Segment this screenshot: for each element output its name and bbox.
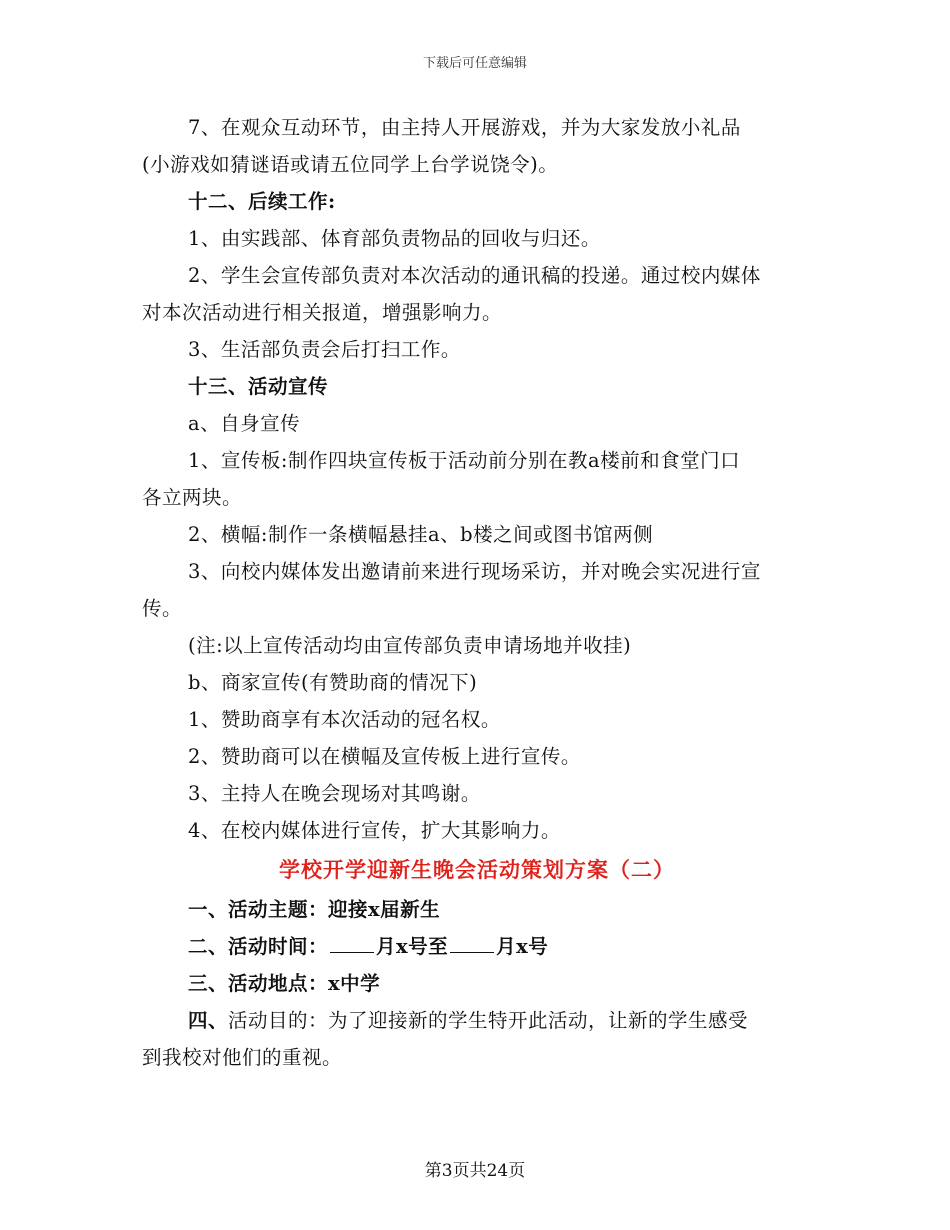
page-footer: 第3页共24页 — [424, 1161, 526, 1181]
section-title: 学校开学迎新生晚会活动策划方案（二） — [279, 857, 675, 882]
paragraph-line: (小游戏如猜谜语或请五位同学上台学说饶令)。 — [142, 153, 559, 176]
activity-time-start: 月x号至 — [376, 935, 449, 958]
section-heading: 十三、活动宣传 — [188, 375, 329, 398]
paragraph-line: 2、学生会宣传部负责对本次活动的通讯稿的投递。通过校内媒体 — [188, 264, 761, 287]
activity-theme: 一、活动主题：迎接x届新生 — [188, 898, 441, 921]
purpose-number: 四、 — [188, 1009, 229, 1032]
paragraph-line: 4、在校内媒体进行宣传，扩大其影响力。 — [188, 819, 561, 842]
paragraph-line: 1、由实践部、体育部负责物品的回收与归还。 — [188, 227, 601, 250]
paragraph-line: 2、赞助商可以在横幅及宣传板上进行宣传。 — [188, 745, 581, 768]
page-header: 下载后可任意编辑 — [422, 56, 527, 71]
paragraph-line: 1、赞助商享有本次活动的冠名权。 — [188, 708, 501, 731]
activity-time — [142, 928, 812, 965]
paragraph-line: 1、宣传板:制作四块宣传板于活动前分别在教a楼前和食堂门口 — [188, 449, 741, 472]
purpose-text: 活动目的：为了迎接新的学生特开此活动，让新的学生感受 — [228, 1009, 749, 1032]
paragraph-line: (注:以上宣传活动均由宣传部负责申请场地并收挂) — [188, 634, 632, 657]
activity-time-label: 二、活动时间： — [188, 935, 329, 958]
paragraph-line: 3、生活部负责会后打扫工作。 — [188, 338, 461, 361]
section-heading: 十二、后续工作: — [188, 190, 336, 213]
paragraph-line: a、自身宣传 — [188, 412, 301, 435]
paragraph-line: 3、向校内媒体发出邀请前来进行现场采访，并对晚会实况进行宣 — [188, 560, 761, 583]
paragraph-line: 7、在观众互动环节，由主持人开展游戏，并为大家发放小礼品 — [188, 116, 741, 139]
activity-purpose — [142, 1002, 812, 1039]
paragraph-line: b、商家宣传(有赞助商的情况下) — [188, 671, 478, 694]
blank-underline — [450, 935, 494, 953]
activity-place: 三、活动地点：x中学 — [188, 972, 381, 995]
paragraph-line: 对本次活动进行相关报道，增强影响力。 — [142, 301, 503, 324]
paragraph-line: 传。 — [142, 597, 183, 620]
paragraph-line: 各立两块。 — [142, 486, 243, 509]
paragraph-line: 到我校对他们的重视。 — [142, 1046, 343, 1069]
document-body — [142, 109, 812, 1076]
paragraph-line: 3、主持人在晚会现场对其鸣谢。 — [188, 782, 481, 805]
blank-underline — [330, 935, 374, 953]
paragraph-line: 2、横幅:制作一条横幅悬挂a、b楼之间或图书馆两侧 — [188, 523, 654, 546]
activity-time-end: 月x号 — [496, 935, 549, 958]
